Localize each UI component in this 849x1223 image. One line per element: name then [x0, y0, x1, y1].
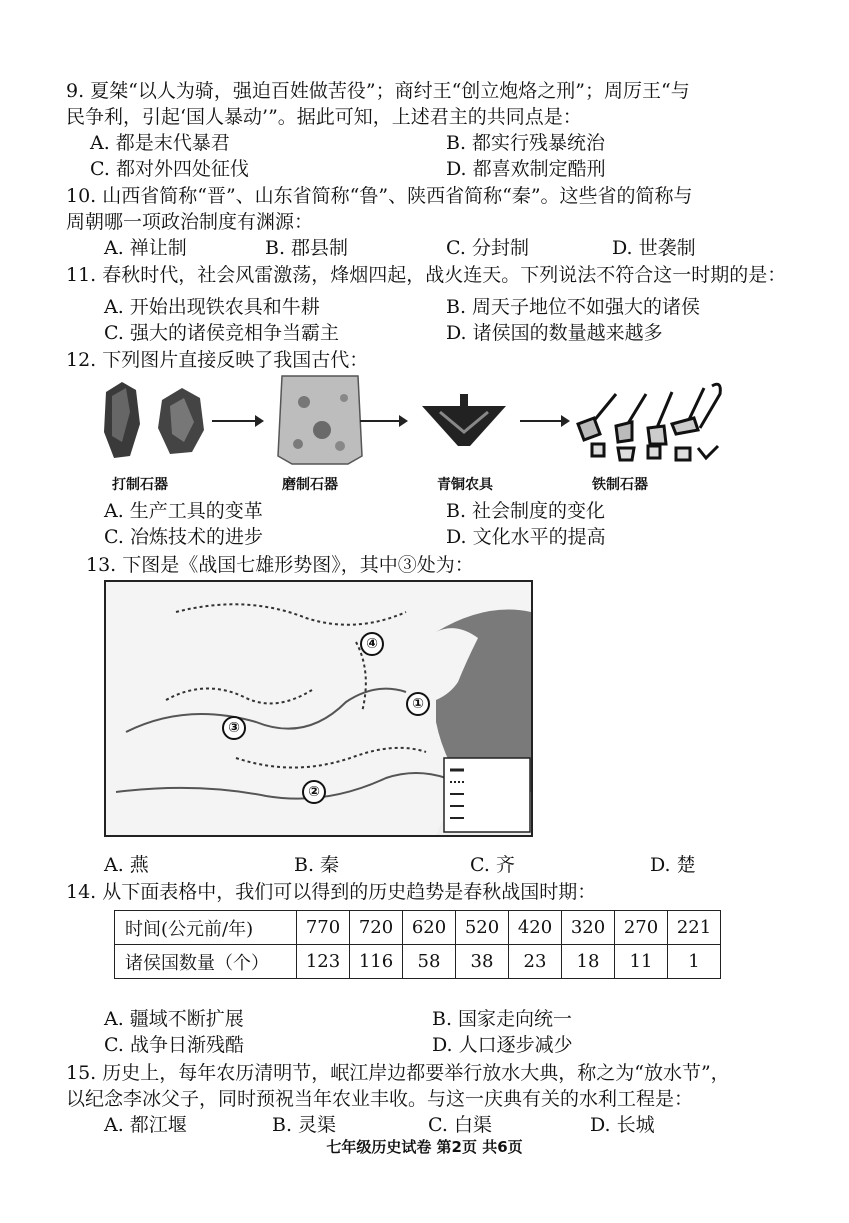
table-row	[115, 945, 721, 979]
table-cell: 420	[509, 911, 562, 945]
table-cell: 123	[297, 945, 350, 979]
map-marker-2: ②	[302, 780, 326, 804]
q11-option-d: D. 诸侯国的数量越来越多	[446, 322, 663, 344]
table-cell: 18	[562, 945, 615, 979]
q11-option-c: C. 强大的诸侯竞相争当霸主	[104, 322, 339, 344]
q12-option-b: B. 社会制度的变化	[446, 500, 606, 522]
q14-option-a: A. 疆域不断扩展	[104, 1008, 244, 1030]
bronze-tool-icon	[422, 394, 506, 446]
q10-option-c: C. 分封制	[446, 237, 529, 259]
table-cell: 1	[668, 945, 721, 979]
arrow-icon	[360, 420, 406, 422]
table-cell: 38	[456, 945, 509, 979]
q14-option-c: C. 战争日渐残酷	[104, 1034, 244, 1056]
table-cell: 116	[350, 945, 403, 979]
table-cell: 23	[509, 945, 562, 979]
table-header-count: 诸侯国数量（个）	[115, 945, 297, 979]
page-footer: 七年级历史试卷 第2页 共6页	[326, 1138, 523, 1156]
q15-option-a: A. 都江堰	[104, 1114, 187, 1136]
q12-option-a: A. 生产工具的变革	[104, 500, 263, 522]
polished-stone-icon	[278, 376, 362, 464]
table-row	[115, 911, 721, 945]
q14-option-d: D. 人口逐步减少	[432, 1034, 573, 1056]
chipped-stone-icon	[104, 382, 204, 458]
tool-label-iron: 铁制石器	[592, 477, 648, 493]
table-cell: 270	[615, 911, 668, 945]
map-marker-1: ①	[406, 692, 430, 716]
q10-line2: 周朝哪一项政治制度有渊源：	[66, 211, 314, 233]
map-marker-4: ④	[360, 632, 384, 656]
q15-option-d: D. 长城	[590, 1114, 655, 1136]
table-cell: 720	[350, 911, 403, 945]
q13-line1: 13. 下图是《战国七雄形势图》，其中③处为：	[86, 554, 474, 576]
q10-option-d: D. 世袭制	[612, 237, 696, 259]
q12-option-c: C. 冶炼技术的进步	[104, 526, 263, 548]
q10-line1: 10. 山西省简称“晋”、山东省简称“鲁”、陕西省简称“秦”。这些省的简称与	[66, 185, 693, 207]
q15-line1: 15. 历史上，每年农历清明节，岷江岸边都要举行放水大典，称之为“放水节”，	[66, 1062, 730, 1084]
q10-option-b: B. 郡县制	[265, 237, 349, 259]
q10-option-a: A. 禅让制	[104, 237, 187, 259]
iron-tool-icon	[578, 384, 720, 460]
q13-option-d: D. 楚	[650, 854, 696, 876]
table-cell: 221	[668, 911, 721, 945]
q11-option-b: B. 周天子地位不如强大的诸侯	[446, 296, 701, 318]
q9-line1: 9. 夏桀“以人为骑，强迫百姓做苦役”；商纣王“创立炮烙之刑”；周厉王“与	[66, 80, 690, 102]
q13-option-b: B. 秦	[294, 854, 340, 876]
tool-label-bronze: 青铜农具	[437, 477, 493, 493]
state-count-table	[114, 910, 721, 979]
q9-option-c: C. 都对外四处征伐	[90, 158, 249, 180]
q13-option-a: A. 燕	[104, 854, 149, 876]
q9-option-b: B. 都实行残暴统治	[446, 132, 606, 154]
table-cell: 320	[562, 911, 615, 945]
map-marker-3: ③	[222, 716, 246, 740]
table-cell: 520	[456, 911, 509, 945]
q9-option-d: D. 都喜欢制定酷刑	[446, 158, 606, 180]
table-cell: 58	[403, 945, 456, 979]
arrow-icon	[212, 420, 262, 422]
table-cell: 770	[297, 911, 350, 945]
q15-option-c: C. 白渠	[428, 1114, 492, 1136]
q12-line1: 12. 下列图片直接反映了我国古代：	[66, 349, 369, 371]
q15-option-b: B. 灵渠	[272, 1114, 337, 1136]
tool-label-polished: 磨制石器	[282, 477, 338, 493]
arrow-icon	[520, 420, 568, 422]
table-cell: 11	[615, 945, 668, 979]
table-cell: 620	[403, 911, 456, 945]
production-tools-figure	[100, 372, 730, 472]
q11-option-a: A. 开始出现铁农具和牛耕	[104, 296, 320, 318]
q9-option-a: A. 都是末代暴君	[90, 132, 230, 154]
q14-option-b: B. 国家走向统一	[432, 1008, 573, 1030]
q14-line1: 14. 从下面表格中，我们可以得到的历史趋势是春秋战国时期：	[66, 881, 597, 903]
table-header-time: 时间(公元前/年)	[115, 911, 297, 945]
warring-states-map	[104, 580, 533, 837]
tool-label-chipped: 打制石器	[112, 477, 168, 493]
q15-line2: 以纪念李冰父子，同时预祝当年农业丰收。与这一庆典有关的水利工程是：	[66, 1088, 694, 1110]
q13-option-c: C. 齐	[470, 854, 515, 876]
q11-line1: 11. 春秋时代，社会风雷激荡，烽烟四起，战火连天。下列说法不符合这一时期的是：	[66, 264, 787, 286]
q12-option-d: D. 文化水平的提高	[446, 526, 606, 548]
q9-line2: 民争利，引起‘国人暴动’”。据此可知，上述君主的共同点是：	[66, 106, 582, 128]
